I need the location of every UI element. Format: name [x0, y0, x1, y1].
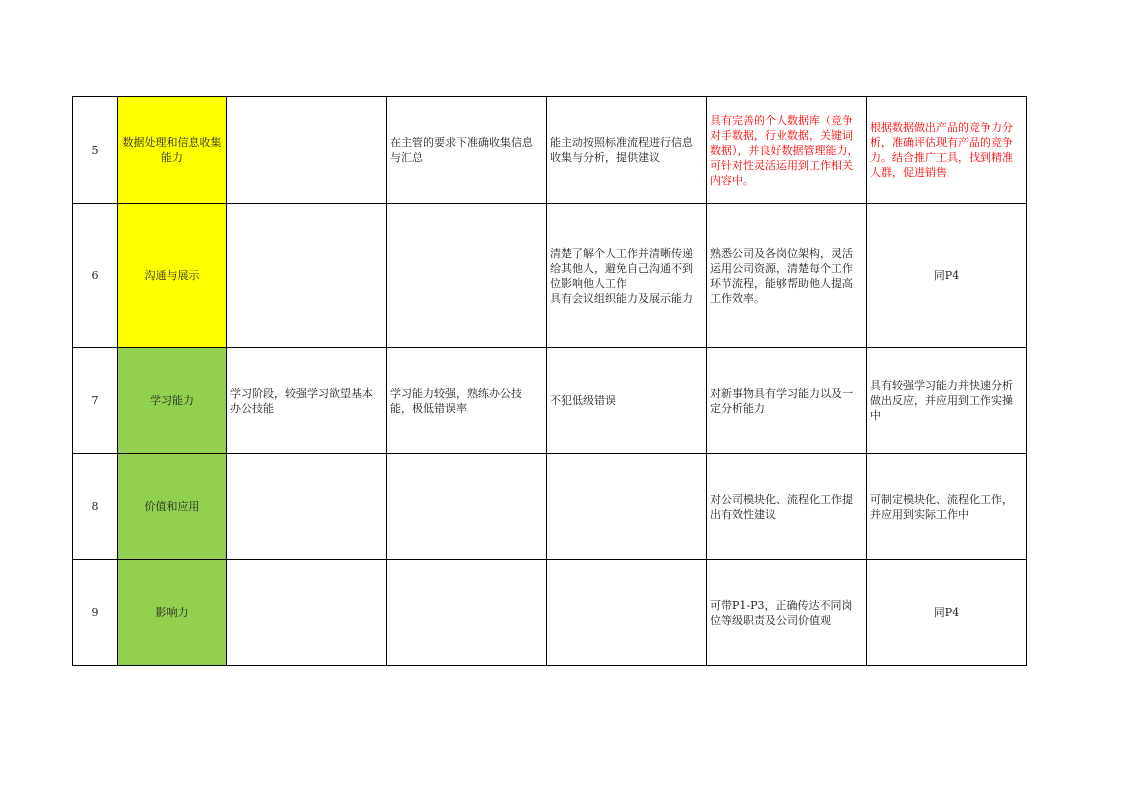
level-cell-3 — [547, 560, 707, 666]
row-number: 8 — [73, 454, 118, 560]
level-cell-2 — [387, 560, 547, 666]
level-cell-4: 熟悉公司及各岗位架构，灵活运用公司资源，清楚每个工作环节流程，能够帮助他人提高工作效率。 — [707, 204, 867, 348]
level-cell-2: 学习能力较强，熟练办公技能，极低错误率 — [387, 348, 547, 454]
row-number: 6 — [73, 204, 118, 348]
table-row — [73, 454, 1027, 560]
level-cell-3: 能主动按照标准流程进行信息收集与分析，提供建议 — [547, 97, 707, 204]
table-row — [73, 97, 1027, 204]
table-row — [73, 204, 1027, 348]
row-number: 7 — [73, 348, 118, 454]
level-cell-4: 对公司模块化、流程化工作提出有效性建议 — [707, 454, 867, 560]
competency-name: 数据处理和信息收集能力 — [118, 97, 227, 204]
level-cell-5: 同P4 — [867, 560, 1027, 666]
table-row — [73, 348, 1027, 454]
level-cell-1 — [227, 97, 387, 204]
level-cell-1 — [227, 560, 387, 666]
table-row — [73, 560, 1027, 666]
competency-name: 价值和应用 — [118, 454, 227, 560]
level-cell-1: 学习阶段，较强学习欲望基本办公技能 — [227, 348, 387, 454]
competency-table — [72, 96, 1027, 666]
level-cell-2 — [387, 454, 547, 560]
level-cell-5: 同P4 — [867, 204, 1027, 348]
level-cell-1 — [227, 454, 387, 560]
level-cell-4: 可带P1-P3，正确传达不同岗位等级职责及公司价值观 — [707, 560, 867, 666]
level-cell-1 — [227, 204, 387, 348]
level-cell-3: 不犯低级错误 — [547, 348, 707, 454]
level-cell-4: 具有完善的个人数据库（竞争对手数据，行业数据，关键词数据），并良好数据管理能力，可针对性灵活运用到工作相关内容中。 — [707, 97, 867, 204]
row-number: 9 — [73, 560, 118, 666]
level-cell-3 — [547, 454, 707, 560]
competency-name: 学习能力 — [118, 348, 227, 454]
row-number: 5 — [73, 97, 118, 204]
level-cell-5: 根据数据做出产品的竞争力分析，准确评估现有产品的竞争力。结合推广工具，找到精准人群，促进销售 — [867, 97, 1027, 204]
level-cell-2: 在主管的要求下准确收集信息与汇总 — [387, 97, 547, 204]
level-cell-4: 对新事物具有学习能力以及一定分析能力 — [707, 348, 867, 454]
level-cell-5: 具有较强学习能力并快速分析做出反应，并应用到工作实操中 — [867, 348, 1027, 454]
level-cell-5: 可制定模块化、流程化工作，并应用到实际工作中 — [867, 454, 1027, 560]
competency-name: 沟通与展示 — [118, 204, 227, 348]
level-cell-2 — [387, 204, 547, 348]
level-cell-3: 清楚了解个人工作并清晰传递给其他人，避免自己沟通不到位影响他人工作 具有会议组织能力及展示能力 — [547, 204, 707, 348]
competency-name: 影响力 — [118, 560, 227, 666]
